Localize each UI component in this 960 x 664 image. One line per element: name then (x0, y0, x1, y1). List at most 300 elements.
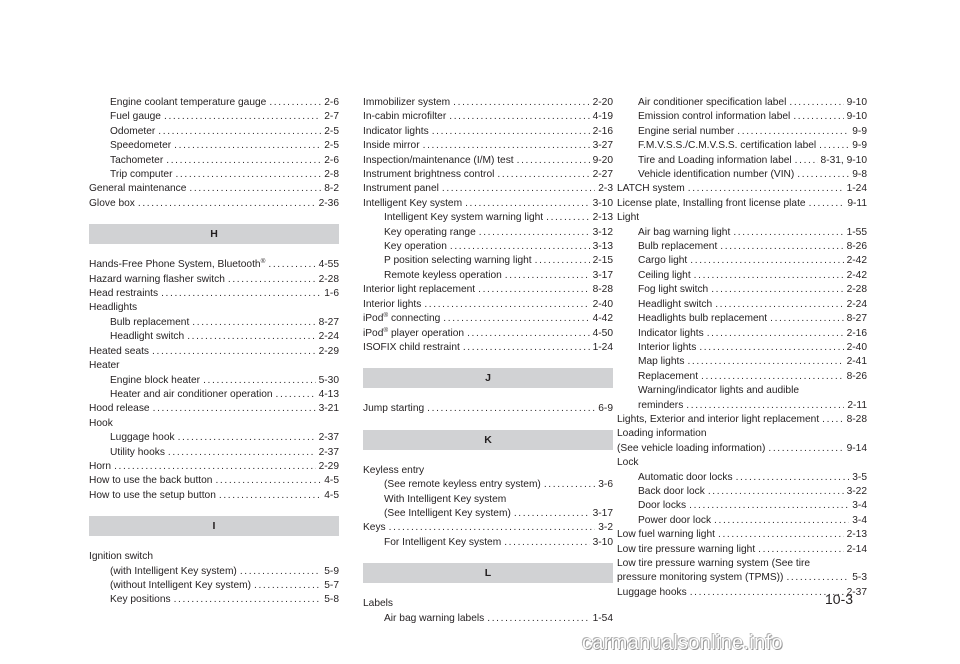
dot-leader (158, 125, 321, 139)
entry-label: Bulb replacement (110, 316, 190, 328)
index-entry-text (617, 528, 715, 542)
index-entry-text (363, 327, 464, 341)
entry-label: LATCH system (617, 183, 685, 195)
dot-leader (187, 330, 315, 344)
index-entry-text (110, 374, 200, 388)
entry-label: Heated seats (89, 345, 150, 357)
index-entry-page: 3-5 (852, 471, 867, 483)
index-entry-page: 2-24 (318, 331, 339, 343)
index-entry (363, 402, 613, 416)
index-entry-page: 3-6 (598, 479, 613, 491)
entry-label: (See vehicle loading information) (617, 442, 766, 454)
dot-leader (789, 96, 843, 110)
dot-leader (686, 399, 844, 413)
index-entry-page: 9-10 (846, 111, 867, 123)
index-entry-page: 4-42 (592, 313, 613, 325)
index-entry-text (363, 283, 475, 297)
index-entry-text (638, 226, 730, 240)
index-entry (89, 374, 339, 388)
index-entry-page: 2-8 (324, 169, 339, 181)
index-entry (89, 154, 339, 168)
dot-leader (432, 125, 590, 139)
index-entry-text (363, 402, 424, 416)
index-heading: Lock (617, 457, 639, 469)
index-heading: Loading information (617, 428, 707, 440)
index-column-3 (617, 96, 867, 600)
entry-label: (See remote keyless entry system) (384, 479, 541, 491)
index-entry-page: 4-5 (324, 475, 339, 487)
dot-leader (535, 254, 590, 268)
entry-label: reminders (638, 399, 684, 411)
index-entry-page: 2-3 (598, 183, 613, 195)
entry-label: Air conditioner specification label (638, 97, 787, 108)
dot-leader (178, 431, 316, 445)
dot-leader (690, 254, 843, 268)
section-letter-header: L (363, 563, 613, 583)
index-entry (363, 478, 613, 492)
dot-leader (175, 168, 321, 182)
dot-leader (168, 446, 316, 460)
dot-leader (465, 197, 590, 211)
dot-leader (174, 593, 322, 607)
index-entry (89, 474, 339, 488)
index-entry (617, 499, 867, 513)
index-entry-text (89, 489, 216, 503)
index-entry-page: 4-19 (592, 111, 613, 123)
dot-leader (737, 125, 849, 139)
index-entry (89, 446, 339, 460)
index-entry-text (617, 543, 755, 557)
index-heading: With Intelligent Key system (384, 493, 507, 505)
index-entry-text (110, 125, 155, 139)
entry-label: Intelligent Key system warning light (384, 212, 544, 224)
index-entry (363, 226, 613, 240)
index-entry (89, 258, 339, 272)
dot-leader (254, 579, 321, 593)
index-entry-page: 4-5 (324, 489, 339, 501)
index-entry-page: 6-9 (598, 403, 613, 415)
index-entry (89, 273, 339, 287)
index-entry (89, 402, 339, 416)
index-entry-text (384, 507, 511, 521)
index-entry-page: 5-9 (324, 565, 339, 577)
index-entry (89, 139, 339, 153)
index-entry-text (363, 521, 386, 535)
index-entry (89, 579, 339, 593)
dot-leader (736, 471, 850, 485)
dot-leader (786, 571, 849, 585)
index-entry (89, 168, 339, 182)
dot-leader (487, 612, 589, 626)
entry-label: Instrument panel (363, 183, 439, 195)
index-entry-text (638, 96, 786, 110)
dot-leader (795, 154, 818, 168)
index-entry-page: 3-22 (846, 485, 867, 497)
index-entry-text (89, 345, 149, 359)
index-entry (617, 298, 867, 312)
index-entry-text (638, 370, 698, 384)
index-entry-page: 2-7 (324, 111, 339, 123)
index-entry-text (110, 330, 184, 344)
dot-leader (424, 298, 589, 312)
index-entry-text (363, 96, 450, 110)
index-entry-page: 4-55 (318, 259, 339, 271)
index-entry (89, 125, 339, 139)
index-entry (363, 298, 613, 312)
index-entry (89, 565, 339, 579)
index-entry-page: 3-10 (592, 536, 613, 548)
index-entry-page: 2-24 (846, 298, 867, 310)
entry-label: (without Intelligent Key system) (110, 579, 251, 591)
entry-label: Interior light replacement (363, 284, 476, 296)
index-entry-text (638, 240, 717, 254)
dot-leader (689, 499, 849, 513)
index-entry-page: 2-37 (846, 586, 867, 598)
index-entry (617, 355, 867, 369)
index-entry-text (384, 226, 476, 240)
dot-leader (161, 287, 321, 301)
index-entry-text (638, 312, 767, 326)
dot-leader (809, 197, 845, 211)
index-entry-text (110, 96, 266, 110)
index-entry-page: 2-37 (318, 432, 339, 444)
index-entry-text (110, 579, 251, 593)
index-heading: Heater (89, 360, 120, 372)
dot-leader (544, 478, 595, 492)
index-entry-text (89, 273, 225, 287)
entry-label: Power door lock (638, 514, 712, 526)
index-entry-page: 2-6 (324, 97, 339, 108)
index-entry-page: 8-26 (846, 370, 867, 382)
index-entry (617, 413, 867, 427)
index-entry-text (89, 460, 111, 474)
index-entry-page: 3-21 (318, 403, 339, 415)
entry-label: Map lights (638, 356, 685, 368)
entry-label: Air bag warning light (638, 226, 731, 238)
index-entry-text (384, 269, 502, 283)
index-entry (363, 254, 613, 268)
entry-label: Engine coolant temperature gauge (110, 97, 267, 108)
index-entry (617, 528, 867, 542)
dot-leader (690, 586, 844, 600)
index-entry (617, 125, 867, 139)
dot-leader (505, 269, 590, 283)
index-heading: Ignition switch (89, 551, 153, 563)
dot-leader (699, 341, 843, 355)
dot-leader (427, 402, 595, 416)
index-entry (617, 154, 867, 168)
index-entry-text (363, 312, 440, 326)
index-entry-text (89, 402, 150, 416)
dot-leader (463, 341, 590, 355)
index-entry-page: 8-31, 9-10 (820, 154, 867, 166)
index-entry (617, 269, 867, 283)
index-entry (363, 139, 613, 153)
index-entry (617, 571, 867, 585)
index-entry-text (110, 110, 161, 124)
entry-label: Instrument brightness control (363, 169, 495, 181)
index-entry-text (110, 431, 175, 445)
index-entry-text (638, 110, 790, 124)
dot-leader (276, 388, 316, 402)
index-entry-text (638, 341, 696, 355)
index-entry-text (110, 565, 237, 579)
entry-label: Hood release (89, 403, 150, 415)
index-entry (617, 312, 867, 326)
index-entry-page: 2-36 (318, 197, 339, 209)
entry-label: (with Intelligent Key system) (110, 565, 237, 577)
entry-label: Glove box (89, 197, 135, 209)
index-entry-page: 2-5 (324, 140, 339, 152)
dot-leader (443, 312, 589, 326)
entry-label: Luggage hook (110, 432, 175, 444)
index-entry-text (617, 197, 806, 211)
index-entry-page: 2-20 (592, 97, 613, 108)
index-entry-text (110, 593, 171, 607)
index-entry-page: 2-15 (592, 255, 613, 267)
index-entry-page: 3-4 (852, 514, 867, 526)
entry-label: Odometer (110, 125, 156, 137)
index-entry-text (363, 197, 462, 211)
index-entry-text (638, 139, 816, 153)
index-entry-page: 2-37 (318, 446, 339, 458)
index-entry-text (384, 240, 447, 254)
index-entry (89, 110, 339, 124)
registered-mark: ® (260, 258, 266, 266)
section-letter-header: J (363, 368, 613, 388)
dot-leader (822, 413, 843, 427)
index-entry-page: 3-10 (592, 197, 613, 209)
index-entry-text (89, 182, 186, 196)
index-entry-text (89, 258, 265, 272)
entry-label: Fuel gauge (110, 111, 161, 123)
dot-leader (770, 312, 843, 326)
entry-label: Headlight switch (110, 331, 185, 343)
index-entry (617, 197, 867, 211)
entry-label: P position selecting warning light (384, 255, 532, 267)
index-entry-page: 8-27 (318, 316, 339, 328)
index-entry-text (110, 388, 273, 402)
index-entry-text (638, 471, 733, 485)
entry-label: Door locks (638, 500, 687, 512)
dot-leader (687, 355, 843, 369)
entry-label: Trip computer (110, 169, 173, 181)
entry-label: Tachometer (110, 154, 164, 166)
index-entry-text (617, 442, 765, 456)
entry-label: Key positions (110, 594, 171, 606)
index-entry-text (384, 254, 532, 268)
index-entry (617, 514, 867, 528)
index-heading: Labels (363, 598, 394, 610)
index-entry-text (89, 474, 212, 488)
entry-label: How to use the setup button (89, 489, 216, 501)
registered-mark: ® (383, 312, 389, 320)
entry-label: Luggage hooks (617, 586, 687, 598)
index-entry-text (638, 499, 686, 513)
index-column-1 (89, 96, 339, 608)
index-entry (617, 226, 867, 240)
dot-leader (497, 168, 589, 182)
index-entry (617, 543, 867, 557)
index-entry (89, 287, 339, 301)
entry-label: Replacement (638, 370, 699, 382)
index-entry-text (363, 139, 420, 153)
index-entry (617, 327, 867, 341)
entry-label: Key operation (384, 241, 447, 253)
entry-label: Heater and air conditioner operation (110, 388, 273, 400)
entry-label: Inspection/maintenance (I/M) test (363, 154, 514, 166)
index-entry (89, 330, 339, 344)
entry-label: Back door lock (638, 485, 705, 497)
index-entry-text (638, 154, 792, 168)
entry-label-cont: connecting (388, 313, 441, 325)
index-entry-text (384, 536, 501, 550)
index-entry (363, 168, 613, 182)
index-entry-page: 3-17 (592, 269, 613, 281)
index-entry (617, 442, 867, 456)
index-entry-text (638, 254, 687, 268)
entry-label: Headlights bulb replacement (638, 313, 768, 325)
index-entry (617, 283, 867, 297)
index-entry (617, 168, 867, 182)
index-entry (363, 197, 613, 211)
index-heading: Light (617, 212, 640, 224)
index-entry-text (363, 168, 494, 182)
index-entry (89, 345, 339, 359)
dot-leader (389, 521, 596, 535)
index-entry-page: 5-30 (318, 374, 339, 386)
entry-label: Low tire pressure warning light (617, 543, 756, 555)
watermark: carmanualsonline.info (582, 632, 783, 654)
index-heading: Warning/indicator lights and audible (638, 385, 800, 397)
dot-leader (701, 370, 844, 384)
dot-leader (707, 327, 844, 341)
entry-label: Engine serial number (638, 125, 735, 137)
dot-leader (192, 316, 315, 330)
entry-label: Emission control information label (638, 111, 791, 123)
index-entry-text (89, 197, 135, 211)
dot-leader (153, 402, 316, 416)
dot-leader (449, 110, 589, 124)
index-entry-page: 2-27 (592, 169, 613, 181)
index-entry-text (363, 154, 514, 168)
dot-leader (688, 182, 844, 196)
dot-leader (517, 154, 590, 168)
entry-label: How to use the back button (89, 475, 213, 487)
index-entry-page: 3-13 (592, 241, 613, 253)
index-entry (617, 110, 867, 124)
index-entry-page: 8-27 (846, 313, 867, 325)
index-entry-page: 9-9 (852, 140, 867, 152)
entry-label: Interior lights (363, 298, 422, 310)
index-entry-page: 2-5 (324, 125, 339, 137)
index-entry (617, 471, 867, 485)
entry-label: Remote keyless operation (384, 269, 502, 281)
index-entry-page: 2-16 (592, 125, 613, 137)
dot-leader (504, 536, 589, 550)
index-entry-text (384, 211, 543, 225)
index-entry (89, 182, 339, 196)
index-entry-text (363, 182, 439, 196)
index-entry (363, 341, 613, 355)
index-entry (89, 96, 339, 110)
index-entry (363, 507, 613, 521)
index-entry-page: 2-42 (846, 269, 867, 281)
index-entry (89, 388, 339, 402)
index-entry-page: 5-8 (324, 594, 339, 606)
index-entry-page: 2-29 (318, 345, 339, 357)
index-entry-text (617, 182, 685, 196)
page-number: 10-3 (825, 591, 854, 607)
index-entry-text (89, 287, 158, 301)
index-entry-page: 9-11 (847, 197, 867, 209)
index-entry-page: 8-28 (846, 413, 867, 425)
dot-leader (479, 226, 590, 240)
index-entry-page: 9-10 (846, 97, 867, 108)
dot-leader (240, 565, 321, 579)
dot-leader (819, 139, 849, 153)
dot-leader (423, 139, 590, 153)
index-entry-text (617, 571, 783, 585)
dot-leader (152, 345, 316, 359)
index-entry (89, 593, 339, 607)
index-entry-text (638, 399, 683, 413)
index-entry-text (638, 283, 708, 297)
index-entry-page: 1-24 (846, 183, 867, 195)
entry-label: In-cabin microfilter (363, 111, 447, 123)
entry-label: Keys (363, 522, 386, 534)
entry-label: Jump starting (363, 403, 425, 415)
index-entry-page: 2-13 (592, 212, 613, 224)
entry-label: Cargo light (638, 255, 688, 267)
dot-leader (269, 96, 321, 110)
dot-leader (215, 474, 321, 488)
entry-label: License plate, Installing front license plate (617, 197, 806, 209)
entry-label: Interior lights (638, 341, 697, 353)
index-entry (363, 154, 613, 168)
section-letter-header: H (89, 224, 339, 244)
entry-label: Key operating range (384, 226, 476, 238)
entry-label: Immobilizer system (363, 97, 451, 108)
index-entry (363, 283, 613, 297)
index-entry (617, 182, 867, 196)
index-entry-text (617, 413, 819, 427)
dot-leader (714, 514, 849, 528)
index-heading: Keyless entry (363, 464, 425, 476)
dot-leader (467, 327, 590, 341)
index-entry (89, 316, 339, 330)
index-entry (363, 182, 613, 196)
index-entry (363, 110, 613, 124)
index-entry (617, 485, 867, 499)
index-entry (89, 460, 339, 474)
index-entry (363, 211, 613, 225)
dot-leader (708, 485, 844, 499)
dot-leader (546, 211, 589, 225)
index-entry-page: 3-4 (852, 500, 867, 512)
entry-label: Vehicle identification number (VIN) (638, 169, 795, 181)
index-entry-page: 2-28 (846, 284, 867, 296)
dot-leader (189, 182, 321, 196)
index-entry-page: 8-28 (592, 284, 613, 296)
index-entry-page: 3-27 (592, 140, 613, 152)
index-entry-page: 9-8 (852, 169, 867, 181)
index-entry-text (638, 327, 704, 341)
index-entry-page: 8-2 (324, 183, 339, 195)
index-entry-page: 2-40 (846, 341, 867, 353)
index-entry-page: 3-2 (598, 522, 613, 534)
entry-label: Automatic door locks (638, 471, 733, 483)
